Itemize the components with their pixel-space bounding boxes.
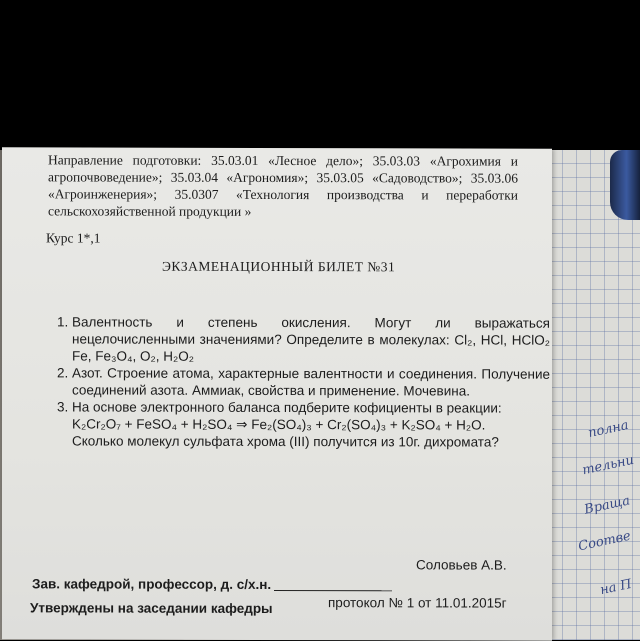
department-head-name: Соловьев А.В.	[416, 557, 507, 573]
question-item	[72, 364, 550, 399]
question-list	[50, 313, 550, 450]
course-label: Курс 1*,1	[46, 230, 101, 246]
question-item	[72, 313, 550, 365]
protocol-reference: протокол № 1 от 11.01.2015г	[328, 595, 507, 611]
reaction-equation: K₂Cr₂O₇ + FeSO₄ + H₂SO₄ ⇒ Fe₂(SO₄)₃ + Cr₂(SO₄)₃ + K₂SO₄ + H₂O.	[72, 416, 486, 433]
handwriting-note: Враща	[582, 493, 632, 518]
handwriting-note: Соотве	[577, 528, 633, 555]
question-text: Азот. Строение атома, характерные валентности и соединения. Получение соединений азота. Аммиак, свойства и применение. Мочевина.	[72, 365, 550, 399]
department-head-label: Зав. кафедрой, профессор, д. с/х.н.	[32, 576, 272, 592]
signature-line	[274, 576, 392, 591]
approval-label: Утверждены на заседании кафедры	[30, 600, 273, 616]
question-text: На основе электронного баланса подберите кофициенты в реакции:	[72, 399, 502, 416]
pen	[610, 150, 640, 220]
handwriting-note: на П	[598, 576, 634, 599]
question-text: Валентность и степень окисления. Могут ли выражаться нецелочисленными значениями? Определите в молекулах: Cl₂, HCl, HClO₂ Fe, Fe₃O₄, O₂, H₂O₂	[72, 314, 550, 364]
graph-paper-notebook	[548, 150, 640, 640]
exam-ticket-sheet	[2, 147, 552, 640]
question-text: Сколько молекул сульфата хрома (III) получится из 10г. дихромата?	[72, 433, 499, 450]
study-direction: Направление подготовки: 35.03.01 «Лесное дело»; 35.03.03 «Агрохимия и агропочвоведение»; 35.03.04 «Агрономия»; 35.03.05 «Садоводство»; 35.03.06 «Агроинженерия»; 35.0307 «Технология производства и переработки сельскохозяйственной продукции »	[48, 152, 518, 219]
handwriting-note: полна	[586, 417, 630, 442]
handwriting-note: тельни	[581, 452, 636, 479]
question-item	[72, 398, 550, 450]
dark-background	[0, 0, 640, 150]
ticket-title: ЭКЗАМЕНАЦИОННЫЙ БИЛЕТ №31	[162, 258, 396, 275]
